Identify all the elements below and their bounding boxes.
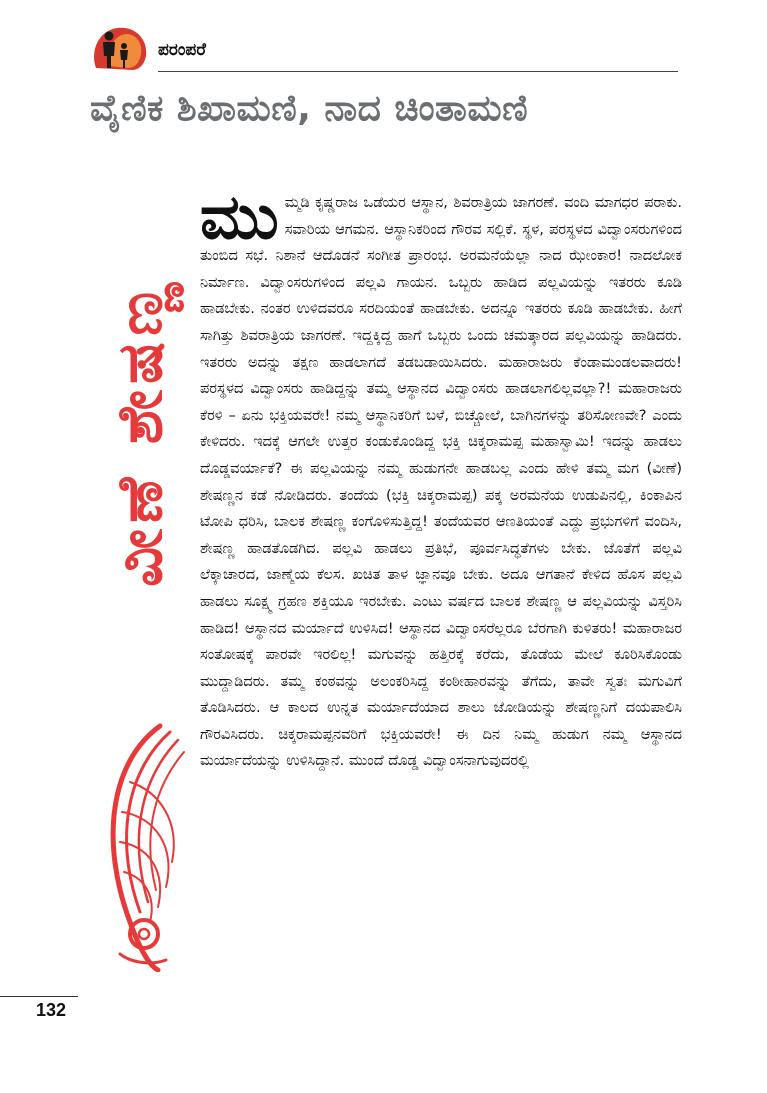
page-header	[88, 22, 678, 72]
article-title: ವೈಣಿಕ ಶಿಖಾಮಣಿ, ನಾದ ಚಿಂತಾಮಣಿ	[90, 88, 529, 129]
section-label: ಪರಂಪರೆ	[158, 40, 206, 60]
side-title-block	[95, 212, 185, 652]
page-number: 132	[36, 1000, 67, 1020]
parampare-logo-icon	[88, 22, 151, 72]
drop-cap: ಮು	[200, 180, 279, 253]
body-text: ಮ್ಮಡಿ ಕೃಷ್ಣರಾಜ ಒಡೆಯರ ಆಸ್ಥಾನ, ಶಿವರಾತ್ರಿಯ ಜಾಗರಣೆ. ವಂದಿ ಮಾಗಧರ ಪರಾಕು. ಸವಾರಿಯ ಆಗಮನ. ಆಸ್ಥಾನಿಕರಿಂದ ಗೌರವ ಸಲ್ಲಿಕೆ. ಸ್ಥಳ, ಪರಸ್ಥಳದ ವಿದ್ವಾಂಸರುಗಳಿಂದ ತುಂಬಿದ ಸಭೆ. ನಿಶಾನೆ ಆದೊಡನೆ ಸಂಗೀತ ಪ್ರಾರಂಭ. ಅರಮನೆಯೆಲ್ಲಾ ನಾದ ಝೇಂಕಾರ! ನಾದಲೋಕ ನಿರ್ಮಾಣ. ವಿದ್ವಾಂಸರುಗಳಿಂದ ಪಲ್ಲವಿ ಗಾಯನ. ಒಬ್ಬರು ಹಾಡಿದ ಪಲ್ಲವಿಯನ್ನು ಇತರರು ಕೂಡಿ ಹಾಡಬೇಕು. ನಂತರ ಉಳಿದವರೂ ಸರದಿಯಂತೆ ಹಾಡಬೇಕು. ಅದನ್ನೂ ಇತರರು ಕೂಡಿ ಹಾಡಬೇಕು. ಹೀಗೆ ಸಾಗಿತ್ತು ಶಿವರಾತ್ರಿಯ ಜಾಗರಣೆ. ಇದ್ದಕ್ಕಿದ್ದ ಹಾಗೆ ಒಬ್ಬರು ಒಂದು ಚಮತ್ಕಾರದ ಪಲ್ಲವಿಯನ್ನು ಹಾಡಿದರು. ಇತರರು ಅದನ್ನು ತಕ್ಷಣ ಹಾಡಲಾಗದೆ ತಡಬಡಾಯಿಸಿದರು. ಮಹಾರಾಜರು ಕೆಂಡಾಮಂಡಲವಾದರು! ಪರಸ್ಥಳದ ವಿದ್ವಾಂಸರು ಹಾಡಿದ್ದನ್ನು ತಮ್ಮ ಆಸ್ಥಾನದ ವಿದ್ವಾಂಸರು ಹಾಡಲಾಗಲಿಲ್ಲವಲ್ಲಾ?! ಮಹಾರಾಜರು ಕೆರಳಿ – ಏನು ಭಕ್ತಿಯವರೇ! ನಮ್ಮ ಆಸ್ಥಾನಿಕರಿಗೆ ಬಳೆ, ಬಿಚ್ಚೋಲೆ, ಬಾಗಿನಗಳನ್ನು ತರಿಸೋಣವೇ? ಎಂದು ಕೇಳಿದರು. ಇದಕ್ಕೆ ಆಗಲೇ ಉತ್ತರ ಕಂಡುಕೊಂಡಿದ್ದ ಭಕ್ತಿ ಚಿಕ್ಕರಾಮಪ್ಪ ಮಹಾಸ್ವಾಮಿ! ಇದನ್ನು ಹಾಡಲು ದೊಡ್ಡವರ್ಯಾಕೆ? ಈ ಪಲ್ಲವಿಯನ್ನು ನಮ್ಮ ಹುಡುಗನೇ ಹಾಡಬಲ್ಲ ಎಂದು ಹೇಳಿ ತಮ್ಮ ಮಗ (ವೀಣೆ) ಶೇಷಣ್ಣನ ಕಡೆ ನೋಡಿದರು. ತಂದೆಯ (ಭಕ್ತಿ ಚಿಕ್ಕರಾಮಪ್ಪ) ಪಕ್ಕ ಅರಮನೆಯ ಉಡುಪಿನಲ್ಲಿ, ಕಿಂಕಾಪಿನ ಟೋಪಿ ಧರಿಸಿ, ಬಾಲಕ ಶೇಷಣ್ಣ ಕಂಗೊಳಿಸುತ್ತಿದ್ದ! ತಂದೆಯವರ ಆಣತಿಯಂತೆ ಎದ್ದು ಪ್ರಭುಗಳಿಗೆ ವಂದಿಸಿ, ಶೇಷಣ್ಣ ಹಾಡತೊಡಗಿದ. ಪಲ್ಲವಿ ಹಾಡಲು ಪ್ರತಿಭೆ, ಪೂರ್ವಸಿದ್ಧತೆಗಳು ಬೇಕು. ಜೊತೆಗೆ ಪಲ್ಲವಿ ಲೆಕ್ಕಾಚಾರದ, ಜಾಣ್ಮೆಯ ಕೆಲಸ. ಖಚಿತ ತಾಳ ಜ್ಞಾನವೂ ಬೇಕು. ಅದೂ ಆಗತಾನೆ ಕೇಳಿದ ಹೊಸ ಪಲ್ಲವಿ ಹಾಡಲು ಸೂಕ್ಷ್ಮ ಗ್ರಹಣ ಶಕ್ತಿಯೂ ಇರಬೇಕು. ಎಂಟು ವರ್ಷದ ಬಾಲಕ ಶೇಷಣ್ಣ ಆ ಪಲ್ಲವಿಯನ್ನು ವಿಸ್ತರಿಸಿ ಹಾಡಿದ! ಆಸ್ಥಾನದ ಮರ್ಯಾದೆ ಉಳಿಸಿದ! ಆಸ್ಥಾನದ ವಿದ್ವಾಂಸರೆಲ್ಲರೂ ಬೆರಗಾಗಿ ಕುಳಿತರು! ಮಹಾರಾಜರ ಸಂತೋಷಕ್ಕೆ ಪಾರವೇ ಇರಲಿಲ್ಲ! ಮಗುವನ್ನು ಹತ್ತಿರಕ್ಕೆ ಕರೆದು, ತೊಡೆಯ ಮೇಲೆ ಕೂರಿಸಿಕೊಂಡು ಮುದ್ದಾಡಿದರು. ತಮ್ಮ ಕಂಠವನ್ನು ಅಲಂಕರಿಸಿದ್ದ ಕಂಠೀಹಾರವನ್ನು ತೆಗೆದು, ತಾವೇ ಸ್ವತಃ ಮಗುವಿಗೆ ತೊಡಿಸಿದರು. ಆ ಕಾಲದ ಉನ್ನತ ಮರ್ಯಾದೆಯಾದ ಶಾಲು ಜೋಡಿಯನ್ನು ಶೇಷಣ್ಣನಿಗೆ ದಯಪಾಲಿಸಿ ಗೌರವಿಸಿದರು. ಚಿಕ್ಕರಾಮಪ್ಪನವರಿಗೆ ಭಕ್ತಿಯವರೇ! ಈ ದಿನ ನಿಮ್ಮ ಹುಡುಗ ನಮ್ಮ ಆಸ್ಥಾನದ ಮರ್ಯಾದೆಯನ್ನು ಉಳಿಸಿದ್ದಾನೆ. ಮುಂದೆ ದೊಡ್ಡ ವಿದ್ವಾಂಸನಾಗುವುದರಲ್ಲಿ	[200, 195, 682, 770]
veena-ornament-icon	[100, 722, 190, 972]
article-body	[200, 180, 682, 775]
footer-divider	[0, 996, 78, 997]
side-title: ವೀಣೆ ಶೇಷಣ್ಣ	[103, 277, 176, 587]
header-divider	[158, 71, 678, 72]
